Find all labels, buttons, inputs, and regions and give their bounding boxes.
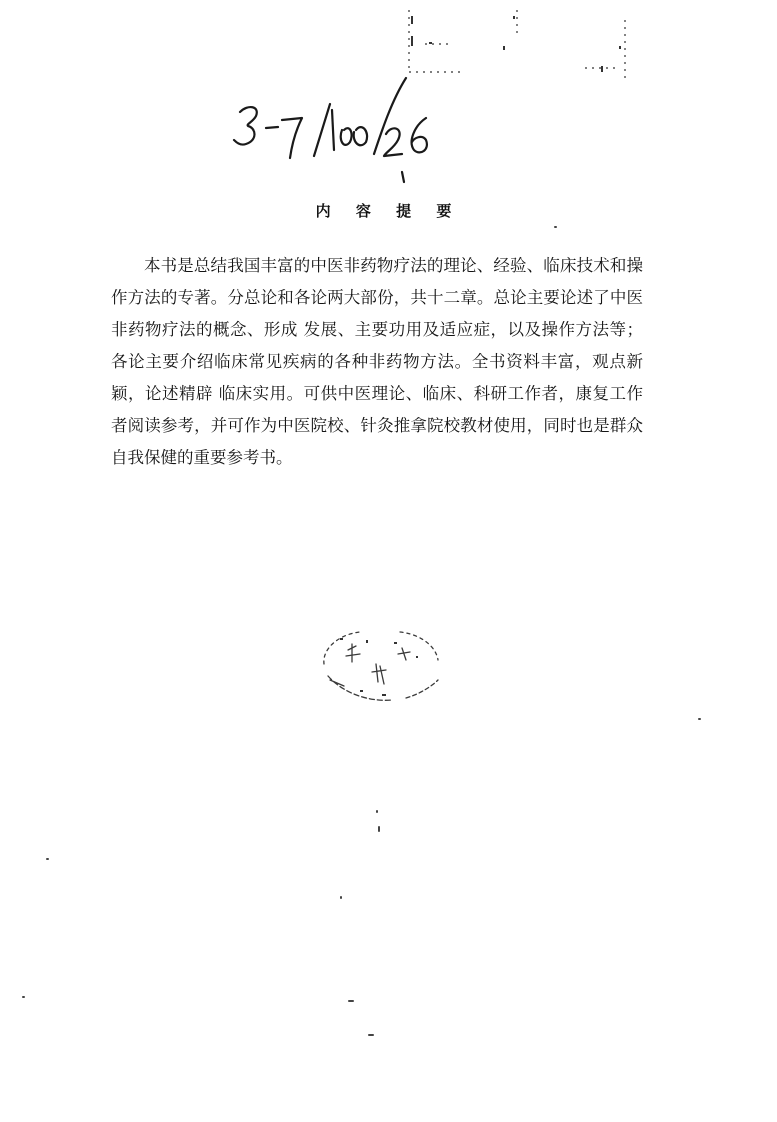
scan-speck xyxy=(46,858,49,860)
section-heading: 内 容 提 要 xyxy=(315,202,462,220)
scan-speck xyxy=(698,718,701,720)
scan-speck xyxy=(554,226,557,228)
scan-speck xyxy=(348,1000,354,1002)
scan-speck xyxy=(22,996,25,998)
scan-speck xyxy=(378,826,380,832)
summary-paragraph: 本书是总结我国丰富的中医非药物疗法的理论、经验、临床技术和操作方法的专著。分总论和各论两大部份，共十二章。总论主要论述了中医非药物疗法的概念、形成 发展、主要功用及适应症，以及操作方法等；各论主要介绍临床常见疾病的各种非药物方法。全书资料丰富，观点新颖，论述精辟 临床实用。可供中医理论、临床、科研工作者，康复工作者阅读参考，并可作为中医院校、针灸推拿院校教材使用，同时也是群众自我保健的重要参考书。 xyxy=(111,256,643,467)
scan-speck xyxy=(368,1034,374,1036)
scan-speck xyxy=(376,810,378,813)
handwritten-call-number xyxy=(226,70,446,190)
library-seal xyxy=(310,620,450,710)
scan-speck xyxy=(340,896,342,899)
